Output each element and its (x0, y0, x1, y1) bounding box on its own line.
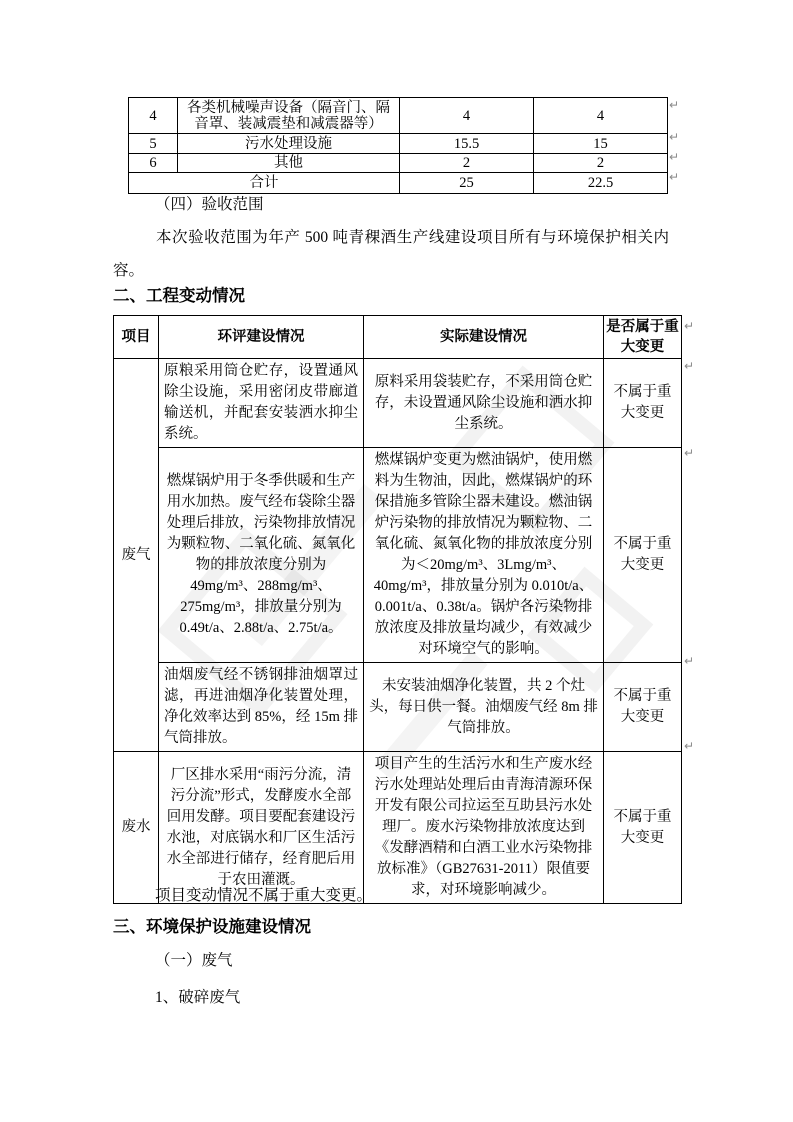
item-crushing-waste-gas: 1、破碎废气 (155, 989, 241, 1006)
cell-end-mark: ↵ (669, 150, 680, 164)
scope-paragraph: 本次验收范围为年产 500 吨青稞酒生产线建设项目所有与环境保护相关内容。 (113, 229, 669, 279)
section4-heading: （四）验收范围 (155, 196, 264, 213)
row-number: 4 (129, 98, 178, 134)
actual-cell: 原料采用袋装贮存，不采用筒仓贮存，未设置通风除尘设施和洒水抑尘系统。 (364, 359, 604, 448)
subsection-waste-gas: （一）废气 (155, 952, 233, 969)
table-row (129, 98, 668, 134)
total-value: 25 (400, 173, 534, 194)
value-cell: 15 (534, 134, 668, 154)
major-change-cell: 不属于重大变更 (604, 359, 682, 448)
table-row-waste-water (114, 752, 682, 904)
table-row-waste-gas-2 (114, 448, 682, 663)
project-change-table (113, 315, 682, 904)
table-total-row (129, 173, 668, 194)
cell-end-mark: ↵ (684, 739, 695, 753)
table-header-row (114, 316, 682, 359)
header-actual: 实际建设情况 (364, 316, 604, 359)
heading-section2: 二、工程变动情况 (113, 287, 245, 305)
item-name: 其他 (178, 154, 400, 173)
category-waste-water: 废水 (114, 752, 159, 904)
eia-cell: 油烟废气经不锈钢排油烟罩过滤，再进油烟净化装置处理，净化效率达到 85%，经 15m 排气筒排放。 (159, 663, 364, 752)
change-conclusion: 项目变动情况不属于重大变更。 (155, 887, 373, 904)
cell-end-mark: ↵ (669, 98, 680, 112)
actual-cell: 项目产生的生活污水和生产废水经污水处理站处理后由青海清源环保开发有限公司拉运至互助县污水处理厂。废水污染物排放浓度达到《发酵酒精和白酒工业水污染物排放标准》（GB27631-2011）限值要求，对环境影响减少。 (364, 752, 604, 904)
total-label: 合计 (129, 173, 400, 194)
row-number: 6 (129, 154, 178, 173)
major-change-cell: 不属于重大变更 (604, 663, 682, 752)
table-row (129, 154, 668, 173)
heading-section3: 三、环境保护设施建设情况 (113, 918, 311, 936)
cell-end-mark: ↵ (684, 654, 695, 668)
actual-cell: 燃煤锅炉变更为燃油锅炉，使用燃料为生物油，因此，燃煤锅炉的环保措施多管除尘器未建设。燃油锅炉污染物的排放情况为颗粒物、二氧化硫、氮氧化物的排放浓度分别为＜20mg/m³、3Lmg/m³、40mg/m³，排放量分别为 0.010t/a、0.001t/a、0.38t/a。锅炉各污染物排放浓度及排放量均减少，有效减少对环境空气的影响。 (364, 448, 604, 663)
cell-end-mark: ↵ (669, 130, 680, 144)
header-eia: 环评建设情况 (159, 316, 364, 359)
row-number: 5 (129, 134, 178, 154)
eia-cell: 燃煤锅炉用于冬季供暖和生产用水加热。废气经布袋除尘器处理后排放，污染物排放情况为颗粒物、二氧化硫、氮氧化物的排放浓度分别为49mg/m³、288mg/m³、275mg/m³，排放量分别为0.49t/a、2.88t/a、2.75t/a。 (159, 448, 364, 663)
cell-end-mark: ↵ (684, 319, 695, 333)
investment-summary-table (128, 97, 668, 194)
header-project: 项目 (114, 316, 159, 359)
value-cell: 2 (400, 154, 534, 173)
item-name: 污水处理设施 (178, 134, 400, 154)
value-cell: 15.5 (400, 134, 534, 154)
item-name: 各类机械噪声设备（隔音门、隔音罩、装减震垫和减震器等） (178, 98, 400, 134)
header-major-change: 是否属于重大变更 (604, 316, 682, 359)
cell-end-mark: ↵ (684, 359, 695, 373)
eia-cell: 原粮采用筒仓贮存，设置通风除尘设施，采用密闭皮带廊道输送机，并配套安装洒水抑尘系统。 (159, 359, 364, 448)
major-change-cell: 不属于重大变更 (604, 448, 682, 663)
value-cell: 2 (534, 154, 668, 173)
table-row-waste-gas-1 (114, 359, 682, 448)
actual-cell: 未安装油烟净化装置，共 2 个灶头，每日供一餐。油烟废气经 8m 排气筒排放。 (364, 663, 604, 752)
table-row (129, 134, 668, 154)
eia-cell: 厂区排水采用“雨污分流，清污分流”形式，发酵废水全部回用发酵。项目要配套建设污水池，对底锅水和厂区生活污水全部进行储存，经育肥后用于农田灌溉。 (159, 752, 364, 904)
cell-end-mark: ↵ (684, 446, 695, 460)
major-change-cell: 不属于重大变更 (604, 752, 682, 904)
category-waste-gas: 废气 (114, 359, 159, 752)
cell-end-mark: ↵ (669, 170, 680, 184)
total-value: 22.5 (534, 173, 668, 194)
table-row-waste-gas-3 (114, 663, 682, 752)
value-cell: 4 (534, 98, 668, 134)
value-cell: 4 (400, 98, 534, 134)
